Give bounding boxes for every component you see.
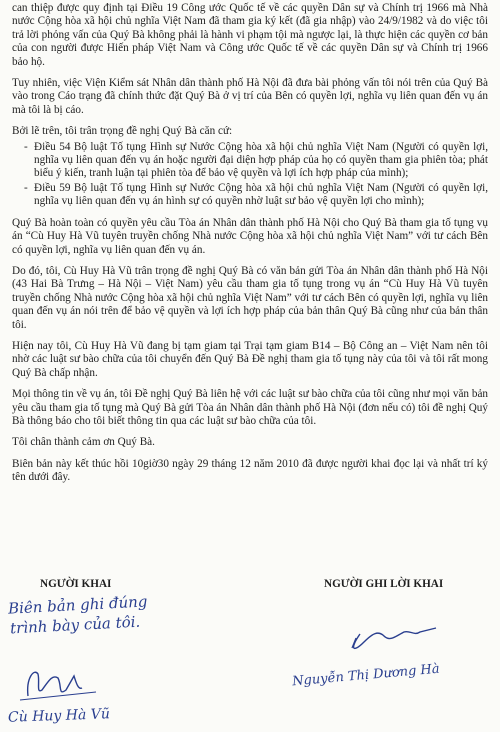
recorder-label: NGƯỜI GHI LỜI KHAI (324, 578, 444, 590)
declarant-label: NGƯỜI KHAI (40, 578, 112, 590)
paragraph-8: Tôi chân thành cảm ơn Quý Bà. (12, 436, 155, 449)
legal-basis-list (24, 141, 488, 209)
list-item (24, 182, 488, 209)
paragraph-1: can thiệp được quy định tại Điều 19 Công ước Quốc tế về các quyền Dân sự và Chính trị 1966 mà Nhà nước Cộng hòa xã hội chủ nghĩa Việt Nam đã tham gia ký kết (đã gia nhập) vào 24/9/1982 và do việc tôi trả lời phỏng vấn của Quý Bà không phải là hành vi phạm tội mà ngược lại, là thực hiện các quyền cơ bản của con người được Hiến pháp Việt Nam và Công ước Quốc tế về các quyền Dân sự và Chính trị 1966 bảo hộ. (12, 2, 488, 68)
bullet-text-2: Điều 59 Bộ luật Tố tụng Hình sự Nước Cộng hòa xã hội chủ nghĩa Việt Nam (Người có quyền lợi, nghĩa vụ liên quan đến vụ án hình sự có quyền nhờ luật sư bảo vệ quyền lợi cho mình); (34, 181, 488, 208)
list-item (24, 141, 488, 181)
dash-marker: - (24, 181, 28, 194)
recorder-signature-stroke (354, 628, 436, 648)
paragraph-9: Biên bản này kết thúc hồi 10giờ30 ngày 29 tháng 12 năm 2010 đã được người khai đọc lại và nhất trí ký tên dưới đây. (12, 457, 488, 484)
recorder-handwritten-name: Nguyễn Thị Dương Hà (291, 661, 441, 690)
dash-marker: - (24, 140, 28, 153)
declarant-signature-stroke (28, 672, 82, 696)
paragraph-3: Bởi lẽ trên, tôi trân trọng đề nghị Quý Bà căn cứ: (12, 125, 233, 138)
signature-block (0, 578, 500, 732)
paragraph-4: Quý Bà hoàn toàn có quyền yêu cầu Tòa án Nhân dân thành phố Hà Nội cho Quý Bà tham gia tố tụng vụ án “Cù Huy Hà Vũ tuyên truyền chống Nhà nước Cộng hòa xã hội chủ nghĩa Việt Nam” với tư cách Bên có quyền lợi, nghĩa vụ liên quan đến vụ án. (12, 216, 488, 256)
declarant-confirmation-line-2: trình bày của tôi. (9, 612, 141, 638)
declarant-confirmation-line-1: Biên bản ghi đúng (7, 592, 148, 618)
paragraph-5: Do đó, tôi, Cù Huy Hà Vũ trân trọng đề nghị Quý Bà có văn bản gửi Tòa án Nhân dân thành phố Hà Nội (43 Hai Bà Trưng – Hà Nội – Việt Nam) yêu cầu tham gia tố tụng trong vụ án “Cù Huy Hà Vũ tuyên truyền chống Nhà nước Cộng hòa xã hội chủ nghĩa Việt Nam” với tư cách Bên có quyền lợi, nghĩa vụ liên quan đến vụ án nói trên để bảo vệ quyền và lợi ích hợp pháp của bản thân Quý Bà cũng như của bản thân tôi. (12, 264, 488, 331)
paragraph-2: Tuy nhiên, việc Viện Kiểm sát Nhân dân thành phố Hà Nội đã đưa bài phỏng vấn tôi nói trên của Quý Bà vào trong Cáo trạng đã chính thức đặt Quý Bà ở vị trí của Bên có quyền lợi, nghĩa vụ liên quan đến vụ án mà tôi là bị cáo. (12, 77, 488, 116)
paragraph-7: Mọi thông tin về vụ án, tôi Đề nghị Quý Bà liên hệ với các luật sư bào chữa của tôi cũng như mọi văn bản yêu cầu tham gia tố tụng mà Quý Bà gửi Tòa án Nhân dân thành phố Hà Nội (đơn nếu có) tôi đề nghị Quý Bà thông báo cho tôi biết thông tin qua các luật sư bào chữa của tôi. (12, 388, 488, 427)
paragraph-6: Hiện nay tôi, Cù Huy Hà Vũ đang bị tạm giam tại Trại tạm giam B14 – Bộ Công an – Việt Nam nên tôi nhờ các luật sư bào chữa của tôi chuyển đến Quý Bà Đề nghị tham gia tố tụng này của tôi và tôi rất mong Quý Bà chấp nhận. (12, 339, 488, 379)
declarant-handwritten-name: Cù Huy Hà Vũ (7, 706, 111, 726)
bullet-text-1: Điều 54 Bộ luật Tố tụng Hình sự Nước Cộng hòa xã hội chủ nghĩa Việt Nam (Người có quyền lợi, nghĩa vụ liên quan đến vụ án hoặc người đại diện hợp pháp của họ có quyền tham gia phiên tòa; phát biểu ý kiến, tranh luận tại phiên tòa để bảo vệ quyền và lợi ích hợp pháp của mình); (34, 140, 488, 180)
